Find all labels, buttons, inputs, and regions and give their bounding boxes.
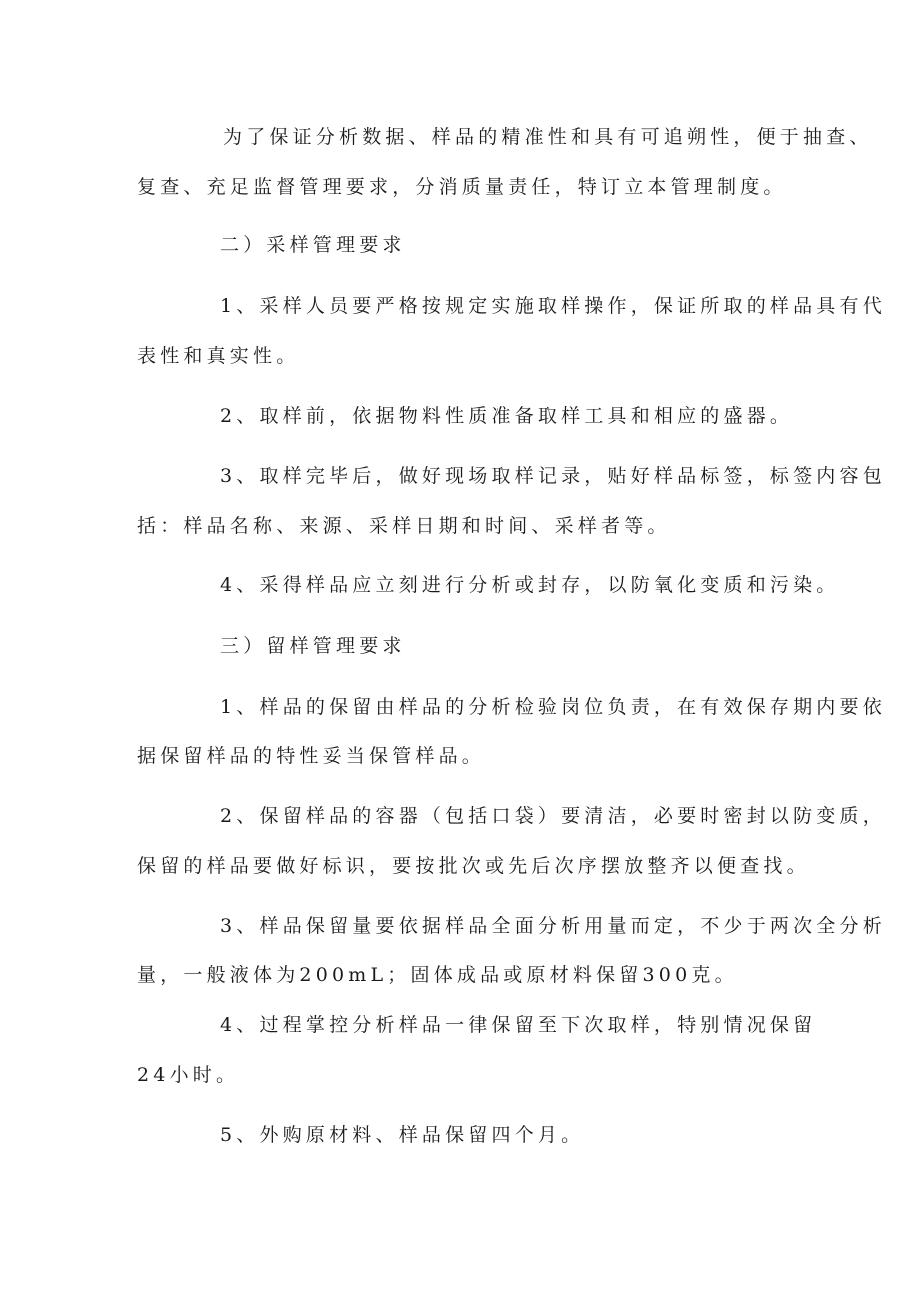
section-2-heading: 二）采样管理要求 [220,234,406,256]
intro-line-1: 为了保证分析数据、样品的精准性和具有可追朔性，便于抽查、 [223,126,873,148]
section-3-item-1-line-1: 1、样品的保留由样品的分析检验岗位负责，在有效保存期内要依 [220,696,886,718]
section-2-item-1-line-2: 表性和真实性。 [137,345,300,367]
section-3-item-2-line-2: 保留的样品要做好标识，要按批次或先后次序摆放整齐以便查找。 [137,855,810,877]
section-2-item-1-line-1: 1、采样人员要严格按规定实施取样操作，保证所取的样品具有代 [220,295,886,317]
section-3-item-3-line-1: 3、样品保留量要依据样品全面分析用量而定，不少于两次全分析 [220,915,886,937]
section-3-item-4-line-2: 24小时。 [137,1064,240,1086]
section-2-item-3-line-1: 3、取样完毕后，做好现场取样记录，贴好样品标签，标签内容包 [220,465,886,487]
section-3-item-4-line-1: 4、过程掌控分析样品一律保留至下次取样，特别情况保留 [220,1014,817,1036]
section-2-item-3-line-2: 括：样品名称、来源、采样日期和时间、采样者等。 [137,515,671,537]
section-2-item-4-line-1: 4、采得样品应立刻进行分析或封存，以防氧化变质和污染。 [220,574,840,596]
section-3-item-2-line-1: 2、保留样品的容器（包括口袋）要清洁，必要时密封以防变质， [220,805,886,827]
section-2-item-2-line-1: 2、取样前，依据物料性质准备取样工具和相应的盛器。 [220,405,794,427]
section-3-item-5-line-1: 5、外购原材料、样品保留四个月。 [220,1124,585,1146]
section-3-item-1-line-2: 据保留样品的特性妥当保管样品。 [137,745,486,767]
intro-line-2: 复查、充足监督管理要求，分消质量责任，特订立本管理制度。 [137,176,787,198]
section-3-item-3-line-2: 量，一般液体为200mL；固体成品或原材料保留300克。 [137,964,738,986]
section-3-heading: 三）留样管理要求 [220,635,406,657]
